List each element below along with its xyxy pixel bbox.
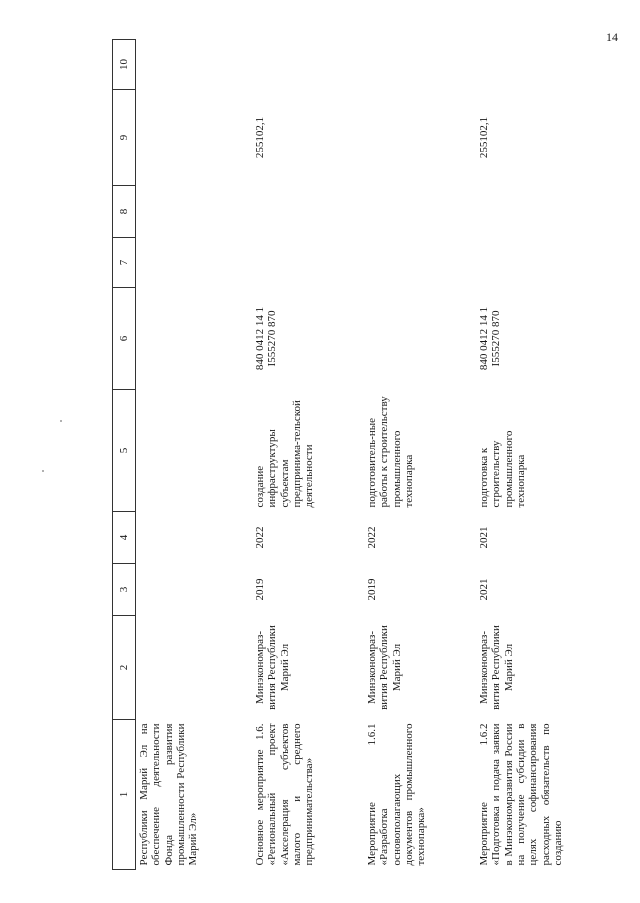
header-col-8: 8 [113,186,136,238]
cell-end-year: 2022 [366,526,378,549]
scan-speck [60,420,62,422]
cell-activity: Основное мероприятие 1.6. «Региональный проект «Акселерация субъектов малого и среднего предпринимательства» [254,723,316,866]
cell-executor: Минэкономраз-вития Республики Марий Эл [366,625,403,710]
cell-col7 [364,238,476,288]
header-col-6: 6 [113,288,136,390]
table-row [476,40,588,870]
cell-executor [136,616,253,720]
header-col-10: 10 [113,40,136,90]
cell-activity: Мероприятие 1.6.2 «Подготовка и подача заявки в Минэкономразвития России на получение субсидии в целях софинансирования расходных обязательств по созданию [478,723,564,866]
table-row [136,40,253,870]
cell-budget-code [136,288,253,390]
cell-end-year: 2021 [478,526,490,549]
header-col-1: 1 [113,720,136,870]
header-col-5: 5 [113,390,136,512]
cell-end-year: 2022 [254,526,266,549]
header-col-3: 3 [113,564,136,616]
rotated-table-sheet [112,40,582,870]
page-number: 14 [606,30,618,44]
cell-col10 [476,40,588,90]
cell-col8 [136,186,253,238]
cell-result: подготовитель-ные работы к строительству промышленного технопарка [366,396,415,508]
cell-budget-code: 840 0412 14 1 I555270 870 [478,306,503,371]
scan-speck [42,470,44,472]
cell-start-year: 2021 [478,578,490,601]
cell-col10 [252,40,364,90]
header-col-4: 4 [113,512,136,564]
table-row [364,40,476,870]
cell-budget-code [364,288,476,390]
cell-activity: Мероприятие 1.6.1 «Разработка основополагающих документов промышленного технопарка» [366,723,428,866]
cell-start-year [136,564,253,616]
cell-col8 [364,186,476,238]
cell-end-year [136,512,253,564]
cell-result: подготовка к строительству промышленного технопарка [478,430,527,508]
cell-col10 [364,40,476,90]
header-col-2: 2 [113,616,136,720]
cell-executor: Минэкономраз-вития Республики Марий Эл [254,625,291,710]
cell-start-year: 2019 [254,578,266,601]
cell-executor: Минэкономраз-вития Республики Марий Эл [478,625,515,710]
cell-col8 [476,186,588,238]
cell-amount: 255102,1 [254,116,266,159]
header-col-7: 7 [113,238,136,288]
cell-result: создание инфраструктуры субъектам предпринима-тельской деятельности [254,400,316,508]
cell-start-year: 2019 [366,578,378,601]
cell-col7 [252,238,364,288]
cell-activity: Республики Марий Эл на обеспечение деятельности Фонда развития промышленности Республики Марий Эл» [138,723,200,866]
cell-col10 [136,40,253,90]
cell-budget-code: 840 0412 14 1 I555270 870 [254,306,279,371]
cell-col7 [136,238,253,288]
cell-col7 [476,238,588,288]
header-col-9: 9 [113,90,136,186]
cell-amount [364,90,476,186]
table-row [252,40,364,870]
header-row [113,40,136,870]
cell-amount [136,90,253,186]
cell-result [136,390,253,512]
cell-amount: 255102,1 [478,116,490,159]
program-table [112,39,588,870]
cell-col8 [252,186,364,238]
